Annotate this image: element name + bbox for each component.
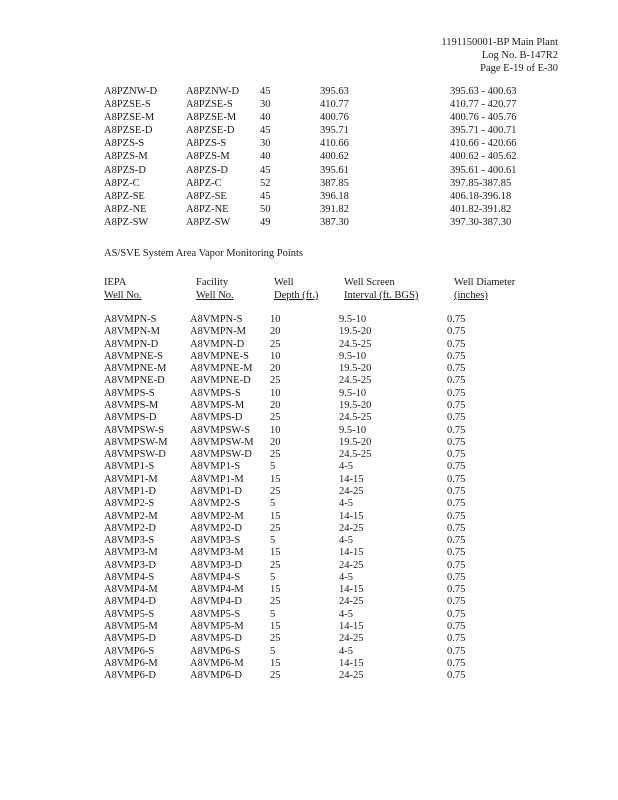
- vapor-point-row-cell: 0.75: [447, 633, 466, 645]
- vapor-point-row: [104, 388, 465, 400]
- piezometer-row: [104, 150, 517, 163]
- vapor-point-row-cell: A8VMPN-S: [104, 314, 157, 325]
- vapor-point-row-cell: 24.5-25: [339, 449, 372, 461]
- piezometer-row-cell: 50: [260, 203, 271, 215]
- piezometer-row-cell: A8PZS-S: [186, 138, 227, 150]
- vapor-point-row-cell: 4-5: [339, 498, 353, 510]
- vapor-point-row-cell: A8VMP2-M: [190, 510, 244, 522]
- vapor-point-row-cell: A8VMP3-M: [104, 547, 158, 559]
- vapor-point-row-cell: A8VMP3-S: [104, 535, 155, 547]
- vapor-point-row-cell: A8VMP3-D: [190, 559, 242, 571]
- vapor-point-row: [104, 425, 465, 437]
- piezometer-row: [104, 216, 517, 229]
- piezometer-row-cell: 397.30-387.30: [450, 216, 512, 228]
- vapor-point-row-cell: 4-5: [339, 608, 353, 620]
- vapor-point-row: [104, 412, 465, 424]
- vapor-point-row-cell: 14-15: [339, 473, 364, 485]
- vapor-point-row-cell: A8VMPNE-M: [104, 363, 167, 375]
- vapor-point-row-cell: 24-25: [339, 596, 364, 608]
- piezometer-row-cell: A8PZSE-D: [186, 125, 235, 137]
- vapor-point-row-cell: 0.75: [447, 473, 466, 485]
- piezometer-row-cell: 395.71: [320, 125, 349, 137]
- piezometer-row-cell: A8PZ-SW: [104, 216, 149, 228]
- vapor-point-row-cell: 10: [270, 350, 281, 362]
- vapor-point-row-cell: A8VMP6-D: [190, 670, 242, 682]
- vapor-point-row-cell: 9.5-10: [339, 350, 367, 362]
- vapor-point-row-cell: 0.75: [447, 363, 466, 375]
- vapor-point-row-cell: 24-25: [339, 522, 364, 534]
- piezometer-row-cell: 387.30: [320, 216, 349, 228]
- vapor-point-row-cell: A8VMP1-S: [190, 461, 241, 473]
- vapor-point-row-cell: A8VMPSW-D: [104, 449, 166, 461]
- vapor-point-row-cell: 0.75: [447, 436, 466, 448]
- piezometer-row-cell: A8PZ-SE: [186, 190, 227, 202]
- vapor-point-row-cell: 14-15: [339, 510, 364, 522]
- vapor-point-row-cell: A8VMPN-M: [190, 326, 247, 338]
- vapor-point-row-cell: 0.75: [447, 424, 466, 436]
- piezometer-row-cell: A8PZS-D: [104, 164, 147, 176]
- vapor-point-row-cell: 20: [270, 399, 281, 411]
- vapor-point-row-cell: A8VMP5-D: [104, 633, 156, 645]
- piezometer-row-cell: 45: [260, 164, 271, 176]
- vapor-point-row: [104, 498, 465, 510]
- project-number: 1191150001-BP Main Plant: [441, 37, 558, 48]
- vapor-point-row-cell: A8VMP4-D: [190, 596, 242, 608]
- vapor-point-row: [104, 609, 465, 621]
- vapor-point-row: [104, 584, 465, 596]
- vapor-point-row: [104, 621, 465, 633]
- piezometer-row-cell: 395.63: [320, 86, 349, 97]
- piezometer-row: [104, 111, 517, 124]
- piezometer-row: [104, 203, 517, 216]
- piezometer-row-cell: 30: [260, 138, 271, 150]
- piezometer-row-cell: 52: [260, 177, 271, 189]
- piezometer-row-cell: 410.77: [320, 99, 349, 111]
- vapor-point-row-cell: 5: [270, 461, 276, 473]
- piezometer-row-cell: A8PZ-NE: [186, 203, 229, 215]
- piezometer-row-cell: 40: [260, 151, 271, 163]
- piezometer-row-cell: 49: [260, 216, 271, 228]
- vapor-point-row-cell: 25: [270, 338, 281, 350]
- vapor-point-row-cell: A8VMP1-S: [104, 461, 155, 473]
- vapor-point-row-cell: A8VMP4-M: [104, 584, 158, 596]
- vapor-point-row-cell: A8VMP1-D: [104, 485, 156, 497]
- vapor-point-row-cell: A8VMP6-S: [190, 645, 241, 657]
- vapor-point-row-cell: 24-25: [339, 633, 364, 645]
- piezometer-row-cell: A8PZS-M: [186, 151, 230, 163]
- vapor-point-row-cell: 15: [270, 473, 281, 485]
- piezometer-row-cell: 395.61: [320, 164, 349, 176]
- col-header-iepa: IEPA: [104, 277, 127, 288]
- vapor-point-row-cell: 25: [270, 596, 281, 608]
- vapor-point-row-cell: 5: [270, 645, 276, 657]
- vapor-point-row-cell: 9.5-10: [339, 424, 367, 436]
- piezometer-row-cell: A8PZ-NE: [104, 203, 147, 215]
- vapor-point-row-cell: 15: [270, 584, 281, 596]
- vapor-point-row-cell: 0.75: [447, 510, 466, 522]
- vapor-point-row-cell: 0.75: [447, 449, 466, 461]
- vapor-point-row-cell: 0.75: [447, 596, 466, 608]
- piezometer-row-cell: 410.66 - 420.66: [450, 138, 517, 150]
- vapor-point-row-cell: 15: [270, 657, 281, 669]
- vapor-point-row-cell: 5: [270, 535, 276, 547]
- piezometer-row-cell: 395.63 - 400.63: [450, 86, 517, 97]
- vapor-point-row-cell: A8VMP2-S: [104, 498, 155, 510]
- piezometer-row-cell: 30: [260, 99, 271, 111]
- vapor-point-row-cell: 20: [270, 326, 281, 338]
- piezometer-row-cell: 45: [260, 86, 271, 97]
- piezometer-row: [104, 190, 517, 203]
- vapor-point-row-cell: A8VMP3-D: [104, 559, 156, 571]
- piezometer-row-cell: 45: [260, 190, 271, 202]
- piezometer-row-cell: A8PZSE-S: [104, 99, 151, 111]
- vapor-point-row-cell: 0.75: [447, 314, 466, 325]
- col-header-facility-well-no: Well No.: [196, 290, 234, 301]
- vapor-point-row-cell: A8VMP6-M: [190, 657, 244, 669]
- vapor-point-row-cell: 0.75: [447, 485, 466, 497]
- piezometer-row-cell: 410.66: [320, 138, 349, 150]
- piezometer-row: [104, 137, 517, 150]
- vapor-point-row-cell: A8VMP1-D: [190, 485, 242, 497]
- vapor-point-row: [104, 461, 465, 473]
- vapor-point-row-cell: 20: [270, 436, 281, 448]
- vapor-point-row-cell: 19.5-20: [339, 436, 372, 448]
- col-header-depth: Depth (ft.): [274, 290, 319, 301]
- piezometer-row-cell: A8PZNW-D: [186, 86, 240, 97]
- piezometer-row-cell: 400.62 - 405.62: [450, 151, 517, 163]
- vapor-point-row-cell: A8VMPS-S: [190, 387, 241, 399]
- vapor-point-row-cell: 10: [270, 424, 281, 436]
- vapor-point-row-cell: 0.75: [447, 559, 466, 571]
- col-header-well-screen: Well Screen: [344, 277, 395, 288]
- vapor-point-row-cell: 24-25: [339, 559, 364, 571]
- vapor-point-row: [104, 547, 465, 559]
- vapor-point-row: [104, 658, 465, 670]
- col-header-inches: (inches): [454, 290, 488, 301]
- vapor-point-row: [104, 474, 465, 486]
- vapor-point-row-cell: 9.5-10: [339, 314, 367, 325]
- vapor-point-row-cell: A8VMPNE-M: [190, 363, 253, 375]
- vapor-point-row-cell: 24-25: [339, 670, 364, 682]
- piezometer-row-cell: A8PZS-M: [104, 151, 148, 163]
- vapor-point-row-cell: A8VMP6-S: [104, 645, 155, 657]
- vapor-point-row-cell: A8VMP3-M: [190, 547, 244, 559]
- col-header-well-diameter: Well Diameter: [454, 277, 516, 288]
- vapor-monitoring-table: [104, 314, 465, 682]
- vapor-point-row-cell: 14-15: [339, 657, 364, 669]
- vapor-point-row-cell: 0.75: [447, 621, 466, 633]
- vapor-point-row-cell: A8VMP4-M: [190, 584, 244, 596]
- vapor-point-row-cell: A8VMPSW-M: [104, 436, 168, 448]
- piezometer-row-cell: 397.85-387.85: [450, 177, 512, 189]
- vapor-point-row-cell: 0.75: [447, 326, 466, 338]
- vapor-point-row-cell: 5: [270, 608, 276, 620]
- vapor-point-row-cell: A8VMPS-M: [190, 399, 245, 411]
- vapor-point-row: [104, 351, 465, 363]
- vapor-point-row-cell: 0.75: [447, 608, 466, 620]
- piezometer-row: [104, 177, 517, 190]
- vapor-point-row-cell: 25: [270, 485, 281, 497]
- vapor-point-row-cell: 14-15: [339, 621, 364, 633]
- piezometer-row-cell: 400.76 - 405.76: [450, 112, 517, 124]
- col-header-interval: Interval (ft. BGS): [344, 290, 419, 301]
- vapor-point-row-cell: A8VMP5-M: [104, 621, 158, 633]
- vapor-point-row-cell: 0.75: [447, 657, 466, 669]
- vapor-point-row-cell: 4-5: [339, 645, 353, 657]
- col-header-well: Well: [274, 277, 294, 288]
- vapor-point-row-cell: A8VMP2-M: [104, 510, 158, 522]
- vapor-point-row-cell: 4-5: [339, 461, 353, 473]
- piezometer-row-cell: 391.82: [320, 203, 349, 215]
- piezometer-row-cell: 400.62: [320, 151, 349, 163]
- col-header-facility: Facility: [196, 277, 229, 288]
- piezometer-table: [104, 85, 517, 229]
- vapor-point-row-cell: 15: [270, 547, 281, 559]
- vapor-point-row: [104, 646, 465, 658]
- piezometer-row-cell: 410.77 - 420.77: [450, 99, 517, 111]
- vapor-point-row-cell: A8VMPS-S: [104, 387, 155, 399]
- vapor-point-row-cell: A8VMPNE-S: [190, 350, 249, 362]
- vapor-point-row-cell: 0.75: [447, 412, 466, 424]
- vapor-point-row-cell: A8VMP6-M: [104, 657, 158, 669]
- vapor-point-row-cell: 20: [270, 363, 281, 375]
- vapor-point-row-cell: A8VMPSW-S: [104, 424, 165, 436]
- vapor-point-row-cell: A8VMP5-M: [190, 621, 244, 633]
- vapor-point-row-cell: 15: [270, 510, 281, 522]
- piezometer-row-cell: A8PZSE-S: [186, 99, 233, 111]
- vapor-point-row-cell: A8VMP1-M: [104, 473, 158, 485]
- piezometer-row-cell: A8PZ-SE: [104, 190, 145, 202]
- vapor-point-row-cell: A8VMP4-S: [104, 571, 155, 583]
- log-number: Log No. B-147R2: [481, 50, 558, 61]
- vapor-point-row-cell: 0.75: [447, 338, 466, 350]
- vapor-point-row-cell: 19.5-20: [339, 363, 372, 375]
- piezometer-row: [104, 85, 517, 98]
- vapor-point-row-cell: 24.5-25: [339, 375, 372, 387]
- vapor-point-row-cell: 9.5-10: [339, 387, 367, 399]
- vapor-point-row: [104, 400, 465, 412]
- vapor-point-row: [104, 326, 465, 338]
- vapor-point-row-cell: 0.75: [447, 645, 466, 657]
- vapor-point-row-cell: A8VMPN-D: [104, 338, 159, 350]
- vapor-point-row-cell: A8VMP4-D: [104, 596, 156, 608]
- piezometer-row-cell: 45: [260, 125, 271, 137]
- vapor-point-row-cell: 0.75: [447, 461, 466, 473]
- vapor-point-row-cell: 4-5: [339, 535, 353, 547]
- piezometer-row-cell: 400.76: [320, 112, 349, 124]
- vapor-point-row-cell: 25: [270, 670, 281, 682]
- vapor-point-row-cell: 0.75: [447, 571, 466, 583]
- vapor-point-row-cell: 0.75: [447, 535, 466, 547]
- vapor-point-row-cell: A8VMP5-S: [190, 608, 241, 620]
- vapor-point-row-cell: 10: [270, 387, 281, 399]
- vapor-point-row-cell: A8VMP4-S: [190, 571, 241, 583]
- vapor-point-row: [104, 363, 465, 375]
- vapor-point-row-cell: A8VMP3-S: [190, 535, 241, 547]
- piezometer-row-cell: A8PZ-C: [104, 177, 140, 189]
- vapor-point-row-cell: 25: [270, 412, 281, 424]
- vapor-point-row-cell: A8VMP2-D: [104, 522, 156, 534]
- piezometer-row-cell: A8PZ-SW: [186, 216, 231, 228]
- vapor-point-row-cell: A8VMPNE-D: [104, 375, 165, 387]
- vapor-point-row-cell: 0.75: [447, 670, 466, 682]
- vapor-point-row-cell: A8VMPN-M: [104, 326, 161, 338]
- vapor-point-row-cell: A8VMPNE-S: [104, 350, 163, 362]
- vapor-point-row-cell: 24.5-25: [339, 412, 372, 424]
- section-title: AS/SVE System Area Vapor Monitoring Points: [104, 248, 304, 259]
- vapor-point-row-cell: 10: [270, 314, 281, 325]
- piezometer-row-cell: A8PZSE-M: [104, 112, 155, 124]
- vapor-point-row-cell: 25: [270, 559, 281, 571]
- piezometer-row-cell: A8PZSE-M: [186, 112, 237, 124]
- vapor-point-row-cell: 4-5: [339, 571, 353, 583]
- vapor-point-row: [104, 449, 465, 461]
- piezometer-row: [104, 124, 517, 137]
- vapor-point-row: [104, 535, 465, 547]
- vapor-point-row: [104, 437, 465, 449]
- vapor-point-row: [104, 523, 465, 535]
- vapor-point-row-cell: 14-15: [339, 584, 364, 596]
- piezometer-row-cell: 395.61 - 400.61: [450, 164, 517, 176]
- piezometer-row-cell: A8PZS-D: [186, 164, 229, 176]
- vapor-point-row-cell: A8VMP2-D: [190, 522, 242, 534]
- piezometer-row-cell: 396.18: [320, 190, 349, 202]
- vapor-point-row-cell: A8VMPSW-M: [190, 436, 254, 448]
- vapor-point-row-cell: 19.5-20: [339, 326, 372, 338]
- vapor-point-row: [104, 339, 465, 351]
- col-header-iepa-well-no: Well No.: [104, 290, 142, 301]
- vapor-point-row-cell: 0.75: [447, 584, 466, 596]
- piezometer-row-cell: 387.85: [320, 177, 349, 189]
- vapor-point-row-cell: A8VMPN-S: [190, 314, 243, 325]
- vapor-point-row: [104, 486, 465, 498]
- piezometer-row-cell: 406.18-396.18: [450, 190, 512, 202]
- piezometer-row-cell: A8PZS-S: [104, 138, 145, 150]
- piezometer-row-cell: 401.82-391.82: [450, 203, 512, 215]
- page-number: Page E-19 of E-30: [480, 63, 558, 74]
- vapor-point-row: [104, 314, 465, 326]
- vapor-point-row-cell: A8VMPSW-D: [190, 449, 252, 461]
- vapor-point-row-cell: A8VMPSW-S: [190, 424, 251, 436]
- piezometer-row: [104, 98, 517, 111]
- vapor-point-row-cell: A8VMP5-S: [104, 608, 155, 620]
- vapor-point-row-cell: 14-15: [339, 547, 364, 559]
- vapor-point-row-cell: 25: [270, 522, 281, 534]
- vapor-point-row-cell: 25: [270, 449, 281, 461]
- piezometer-row: [104, 164, 517, 177]
- vapor-point-row-cell: 5: [270, 498, 276, 510]
- piezometer-row-cell: A8PZ-C: [186, 177, 222, 189]
- piezometer-row-cell: 395.71 - 400.71: [450, 125, 517, 137]
- vapor-point-row-cell: 24-25: [339, 485, 364, 497]
- vapor-point-row-cell: 0.75: [447, 399, 466, 411]
- piezometer-row-cell: A8PZNW-D: [104, 86, 158, 97]
- vapor-point-row-cell: A8VMPNE-D: [190, 375, 251, 387]
- vapor-point-row-cell: 25: [270, 375, 281, 387]
- vapor-point-row: [104, 670, 465, 682]
- vapor-point-row-cell: 0.75: [447, 498, 466, 510]
- vapor-point-row-cell: 15: [270, 621, 281, 633]
- vapor-point-row: [104, 511, 465, 523]
- vapor-point-row: [104, 560, 465, 572]
- vapor-point-row-cell: A8VMP1-M: [190, 473, 244, 485]
- vapor-point-row-cell: 0.75: [447, 547, 466, 559]
- vapor-point-row: [104, 633, 465, 645]
- vapor-point-row-cell: 24.5-25: [339, 338, 372, 350]
- page-header: [441, 36, 558, 75]
- vapor-point-row-cell: A8VMP6-D: [104, 670, 156, 682]
- piezometer-row-cell: A8PZSE-D: [104, 125, 153, 137]
- vapor-point-row-cell: 0.75: [447, 350, 466, 362]
- vapor-point-row: [104, 572, 465, 584]
- vapor-point-row-cell: 5: [270, 571, 276, 583]
- vapor-point-row: [104, 375, 465, 387]
- piezometer-row-cell: 40: [260, 112, 271, 124]
- vapor-point-row-cell: 0.75: [447, 375, 466, 387]
- vapor-point-row-cell: 0.75: [447, 522, 466, 534]
- vapor-point-row-cell: A8VMPS-D: [190, 412, 243, 424]
- vapor-point-row-cell: A8VMP5-D: [190, 633, 242, 645]
- vapor-point-row-cell: A8VMP2-S: [190, 498, 241, 510]
- vapor-point-row-cell: 25: [270, 633, 281, 645]
- vapor-point-row-cell: 19.5-20: [339, 399, 372, 411]
- vapor-point-row-cell: A8VMPN-D: [190, 338, 245, 350]
- vapor-point-row-cell: 0.75: [447, 387, 466, 399]
- vapor-point-row: [104, 596, 465, 608]
- vapor-point-row-cell: A8VMPS-D: [104, 412, 157, 424]
- vapor-point-row-cell: A8VMPS-M: [104, 399, 159, 411]
